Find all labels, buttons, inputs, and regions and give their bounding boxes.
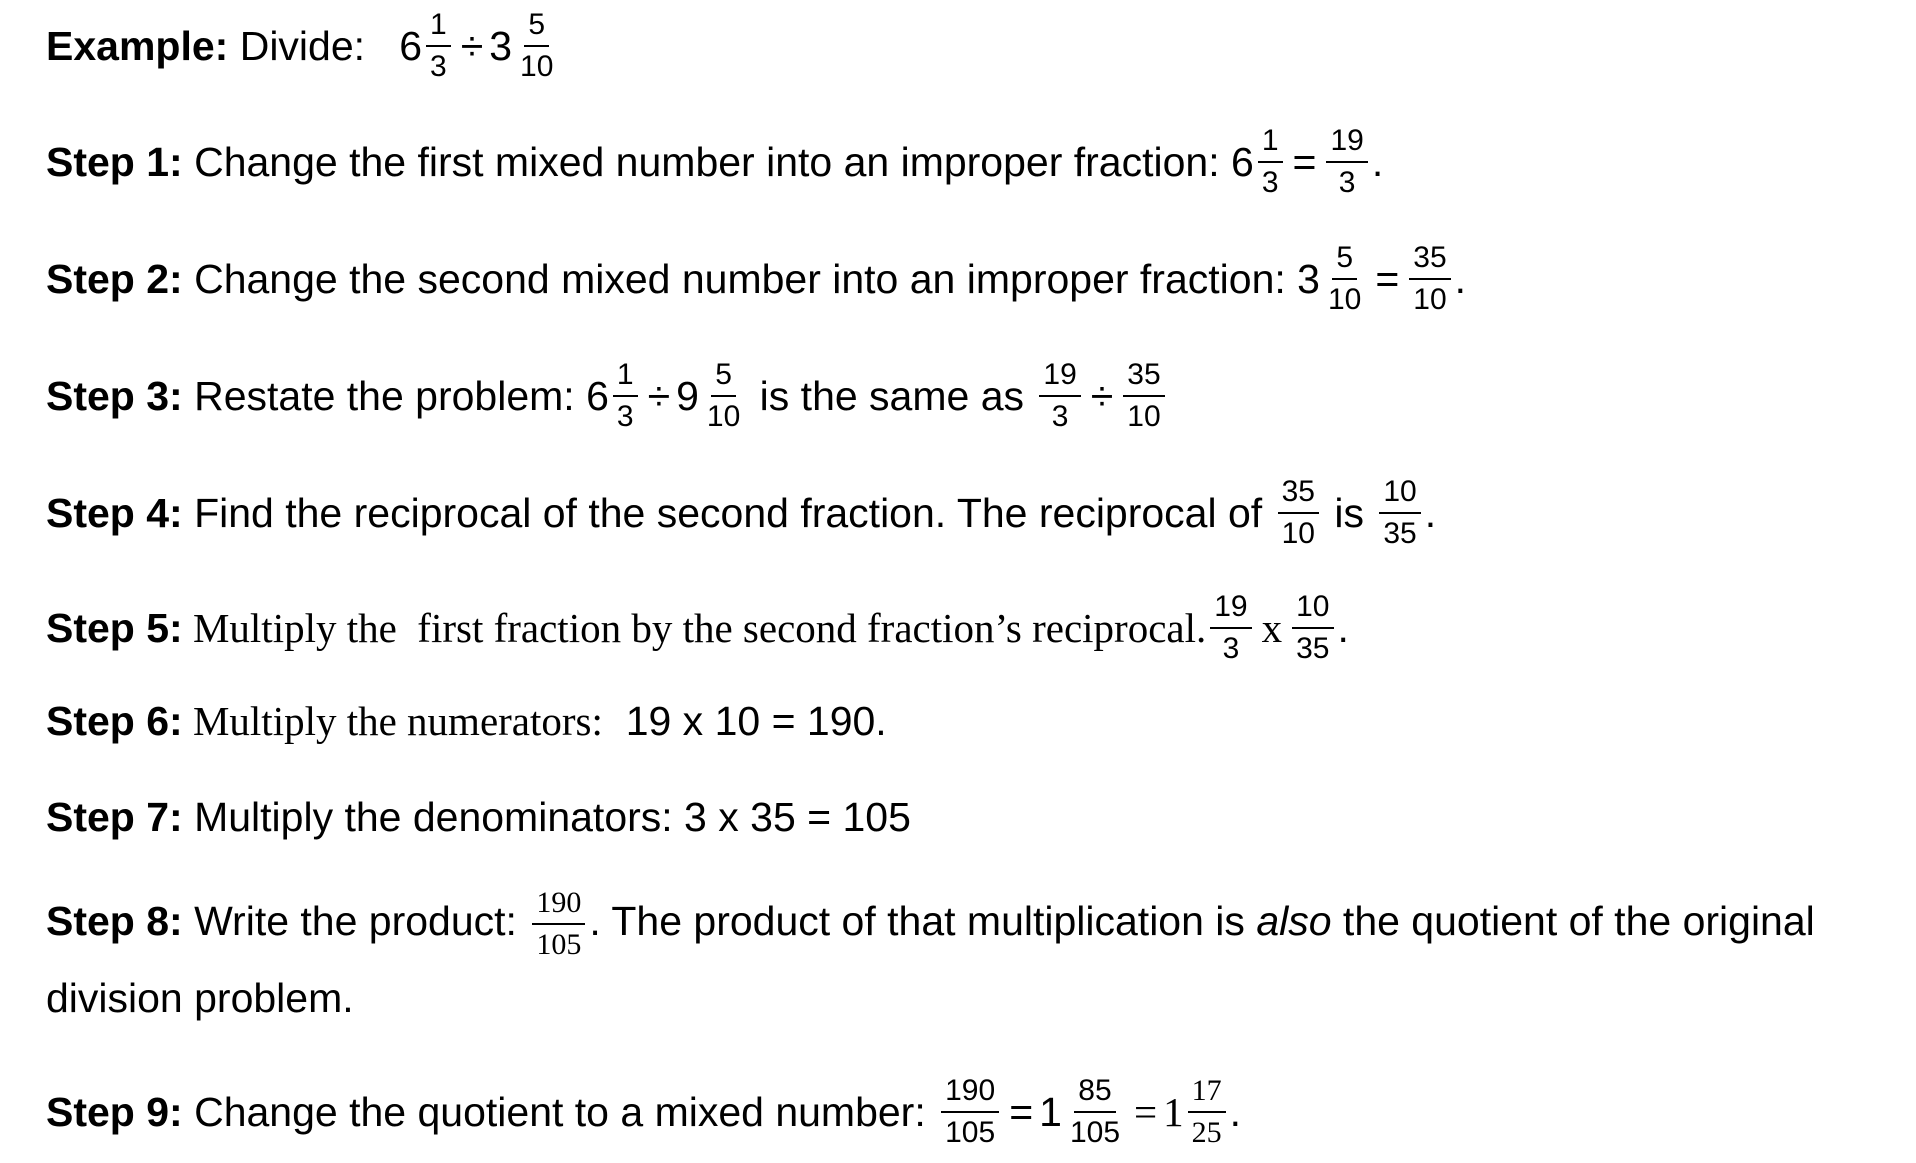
- step-3-b-numerator: 5: [711, 358, 736, 397]
- step-6-text: 19 x 10 = 190.: [602, 698, 887, 744]
- example-a-numerator: 1: [426, 8, 451, 47]
- example-line: [46, 8, 561, 84]
- step-7-line: [46, 793, 911, 841]
- step-5-line: [46, 590, 1349, 666]
- step-4-b-denominator: 35: [1383, 517, 1417, 550]
- step-3-a-numerator: 1: [613, 358, 638, 397]
- divide-sign: ÷: [1090, 373, 1114, 419]
- step-1-result-fraction: [1326, 124, 1367, 200]
- divide-sign: ÷: [460, 23, 484, 69]
- step-2-fraction: [1324, 241, 1365, 317]
- step-5-a-numerator: 19: [1210, 590, 1251, 629]
- step-9-b-fraction: [1066, 1074, 1124, 1150]
- step-1-result-numerator: 19: [1326, 124, 1367, 163]
- step-2-result-fraction: [1409, 241, 1450, 317]
- step-3-d-numerator: 35: [1123, 358, 1164, 397]
- step-9-b-numerator: 85: [1074, 1074, 1115, 1113]
- step-5-b-denominator: 35: [1296, 632, 1330, 665]
- step-5-period: .: [1337, 605, 1349, 651]
- step-9-label: Step 9:: [46, 1089, 183, 1135]
- step-9-c-whole: 1: [1163, 1089, 1184, 1135]
- equals-sign: =: [1375, 256, 1400, 302]
- example-b-numerator: 5: [524, 8, 549, 47]
- step-7-text: Multiply the denominators: 3 x 35 = 105: [182, 794, 911, 840]
- step-1-result-denominator: 3: [1338, 166, 1356, 199]
- step-9-line: [46, 1074, 1241, 1150]
- step-3-d-fraction: [1123, 358, 1164, 434]
- example-b-fraction: [516, 8, 557, 84]
- step-3-c-numerator: 19: [1039, 358, 1080, 397]
- step-8-text-2: . The product of that multiplication is: [589, 898, 1257, 944]
- example-a-denominator: 3: [430, 50, 447, 83]
- step-8-text: Write the product:: [182, 898, 529, 944]
- step-2-whole: 3: [1297, 256, 1320, 302]
- step-1-fraction: [1258, 124, 1283, 200]
- step-7-label: Step 7:: [46, 794, 183, 840]
- equals-sign: =: [1009, 1089, 1034, 1135]
- step-2-denominator: 10: [1327, 283, 1362, 316]
- step-6-serif-text: Multiply the numerators:: [182, 698, 603, 744]
- step-9-c-numerator: 17: [1188, 1074, 1226, 1113]
- example-text: Divide:: [228, 23, 400, 69]
- step-4-b-numerator: 10: [1379, 475, 1420, 514]
- step-3-a-whole: 6: [586, 373, 609, 419]
- equals-sign: =: [1292, 139, 1317, 185]
- step-4-a-denominator: 10: [1281, 517, 1315, 550]
- step-4-b-fraction: [1379, 475, 1420, 551]
- step-1-denominator: 3: [1261, 166, 1279, 199]
- step-1-text: Change the first mixed number into an improper fraction:: [182, 139, 1231, 185]
- step-9-text: Change the quotient to a mixed number:: [182, 1089, 938, 1135]
- step-9-period: .: [1229, 1089, 1242, 1135]
- step-3-b-denominator: 10: [706, 400, 741, 433]
- step-1-line: [46, 124, 1383, 200]
- step-9-b-denominator: 105: [1069, 1116, 1121, 1149]
- step-8-fraction: [532, 886, 585, 962]
- step-5-a-fraction: [1210, 590, 1251, 666]
- step-2-result-denominator: 10: [1413, 283, 1447, 316]
- step-6-line: [46, 697, 887, 745]
- step-9-a-numerator: 190: [941, 1074, 999, 1113]
- step-8-paragraph: [46, 885, 1896, 1034]
- step-3-a-denominator: 3: [616, 400, 634, 433]
- step-8-emphasis: also: [1256, 898, 1332, 944]
- step-9-c-fraction: [1188, 1074, 1226, 1150]
- step-3-b-fraction: [703, 358, 744, 434]
- step-1-period: .: [1371, 139, 1384, 185]
- step-2-period: .: [1454, 256, 1467, 302]
- step-4-label: Step 4:: [46, 490, 183, 536]
- times-sign: x: [1261, 605, 1283, 651]
- step-6-label: Step 6:: [46, 698, 183, 744]
- step-3-a-fraction: [613, 358, 638, 434]
- step-2-result-numerator: 35: [1409, 241, 1450, 280]
- step-3-d-denominator: 10: [1127, 400, 1161, 433]
- example-b-denominator: 10: [520, 50, 554, 83]
- step-4-line: [46, 475, 1436, 551]
- step-8-text-3: the quotient of the original division problem.: [46, 898, 1815, 1022]
- step-4-mid-text: is: [1322, 490, 1376, 536]
- step-3-c-fraction: [1039, 358, 1080, 434]
- step-4-a-numerator: 35: [1278, 475, 1319, 514]
- example-a-whole: 6: [399, 23, 423, 69]
- step-2-line: [46, 241, 1466, 317]
- step-5-b-numerator: 10: [1292, 590, 1333, 629]
- step-4-a-fraction: [1278, 475, 1319, 551]
- step-3-mid-text: is the same as: [748, 373, 1036, 419]
- step-9-a-fraction: [941, 1074, 999, 1150]
- step-1-numerator: 1: [1258, 124, 1283, 163]
- step-8-label: Step 8:: [46, 898, 183, 944]
- step-5-text: Multiply the first fraction by the second fraction’s reciprocal.: [182, 605, 1207, 651]
- step-4-text: Find the reciprocal of the second fraction. The reciprocal of: [182, 490, 1274, 536]
- step-9-c-denominator: 25: [1191, 1116, 1222, 1149]
- step-5-label: Step 5:: [46, 605, 183, 651]
- divide-sign: ÷: [647, 373, 671, 419]
- step-8-denominator: 105: [536, 928, 582, 962]
- example-b-whole: 3: [489, 23, 513, 69]
- step-3-text: Restate the problem:: [182, 373, 587, 419]
- example-label: Example:: [46, 23, 229, 69]
- step-4-period: .: [1424, 490, 1437, 536]
- step-9-b-whole: 1: [1039, 1089, 1062, 1135]
- step-1-whole: 6: [1231, 139, 1254, 185]
- step-5-b-fraction: [1292, 590, 1333, 666]
- step-2-numerator: 5: [1332, 241, 1357, 280]
- step-3-b-whole: 9: [676, 373, 699, 419]
- step-3-label: Step 3:: [46, 373, 183, 419]
- step-3-c-denominator: 3: [1051, 400, 1069, 433]
- step-3-line: [46, 358, 1169, 434]
- step-1-label: Step 1:: [46, 139, 183, 185]
- step-8-numerator: 190: [532, 886, 585, 925]
- step-5-a-denominator: 3: [1222, 632, 1240, 665]
- step-2-label: Step 2:: [46, 256, 183, 302]
- step-2-text: Change the second mixed number into an improper fraction:: [182, 256, 1298, 302]
- equals-sign: =: [1134, 1089, 1158, 1135]
- step-9-a-denominator: 105: [945, 1116, 996, 1149]
- example-a-fraction: [426, 8, 451, 84]
